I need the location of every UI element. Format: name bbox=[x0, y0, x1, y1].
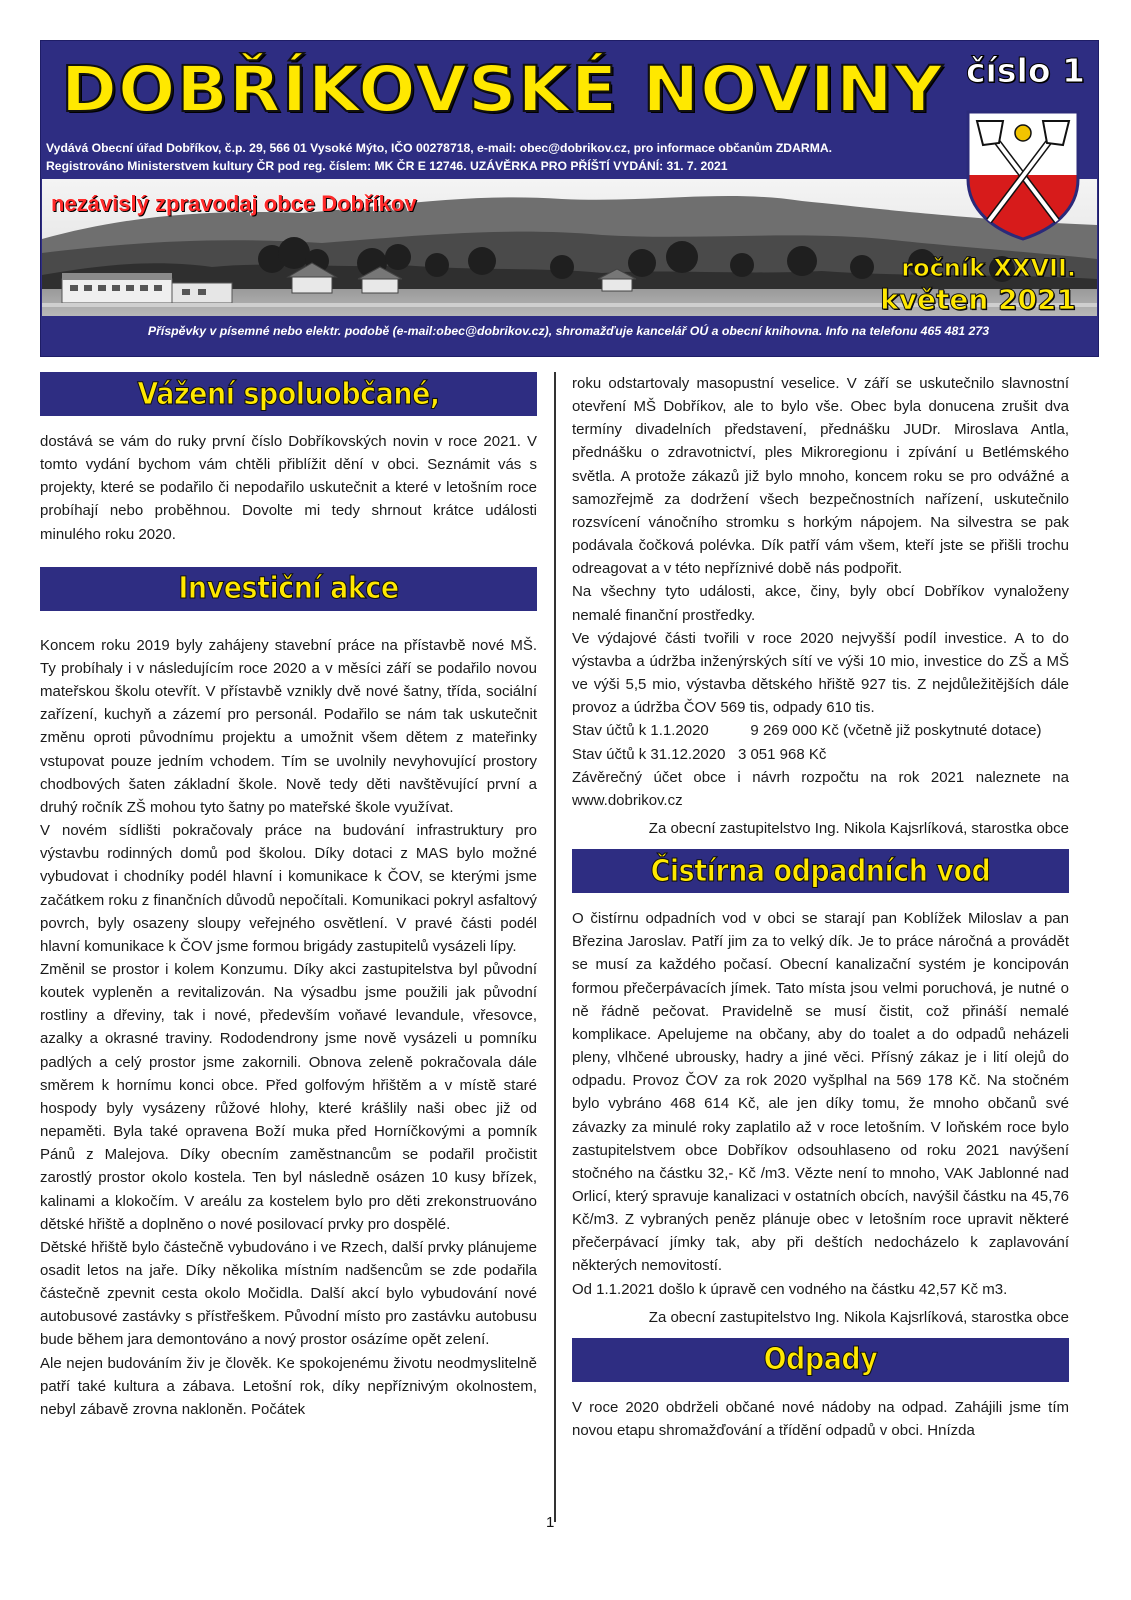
signature: Za obecní zastupitelstvo Ing. Nikola Kajsrlíková, starostka obce bbox=[648, 1308, 1069, 1326]
paragraph: Ve výdajové části tvořili v roce 2020 nejvyšší podíl investice. A to do výstavba a údržba inženýrských sítí ve výši 10 mio, investice do ZŠ a MŠ ve výši 5,5 mio, výstavba dětského hřiště 927 tis. Z nejdůležitějších dále provoz a údržba ČOV 569 tis, odpady 610 tis. bbox=[572, 629, 1069, 717]
newspaper-subtitle: nezávislý zpravodaj obce Dobříkov bbox=[51, 191, 417, 216]
section-heading-greeting: Vážení spoluobčané, bbox=[40, 372, 537, 416]
paragraph: roku odstartovaly masopustní veselice. V září se uskutečnilo slavnostní otevření MŠ Dobříkov, ale to bylo vše. Obec byla donucena zrušit dva termíny divadelních představení, přednášku JUDr. Miroslava Antla, přednášku o zdravotnictví, ples Mikroregionu i zpívání u Betlémského světla. A protože zákazů již bylo mnoho, koncem roku se pro odvážné a samozřejmě za dodržení všech bezpečnostních nařízení, uskutečnilo rozsvícení vánočního stromku s horkým nápojem. Na silvestra se pak podávala čočková polévka. Dík patří vám všem, kteří jste se přišli trochu odreagovat a v této nepříznivé době nás podpořit. bbox=[572, 375, 1069, 578]
column-divider bbox=[554, 372, 556, 1522]
issue-number: číslo 1 bbox=[966, 51, 1085, 90]
paragraph: Na všechny tyto události, akce, činy, byly obcí Dobříkov vynaloženy nemalé finanční prostředky. bbox=[572, 583, 1069, 624]
paragraph: Závěrečný účet obce i návrh rozpočtu na rok 2021 naleznete na www.dobrikov.cz bbox=[572, 768, 1069, 809]
paragraph: Od 1.1.2021 došlo k úpravě cen vodného na částku 42,57 Kč m3. bbox=[572, 1280, 1008, 1298]
page-number: 1 bbox=[546, 1514, 555, 1531]
account-balance-start: Stav účtů k 1.1.2020 9 269 000 Kč (včetně již poskytnuté dotace) bbox=[572, 722, 1042, 740]
issue-date: květen 2021 bbox=[880, 283, 1076, 316]
volume-label: ročník XXVII. bbox=[901, 254, 1076, 282]
account-balance-end: Stav účtů k 31.12.2020 3 051 968 Kč bbox=[572, 745, 827, 763]
paragraph: Změnil se prostor i kolem Konzumu. Díky akci zastupitelstva byl původní koutek vypleněn a revitalizován. Na výsadbu jsme použili jak původní rostliny a dřeviny, tak i nové, především voňavé levandule, vřesovce, azalky a okrasné traviny. Rododendrony jsme nově vysázeli u pomníku padlých a celý prostor jsme zakornili. Obnova zeleně pokračovala dále směrem k hornímu konci obce. Před golfovým hřištěm a v místě staré hospody byly vysázeny růžové hlohy, které krášlily naši obec již od nepaměti. Byla také opravena Boží muka před Horníčkovými a pomník Pánů z Malejova. Díky obecním zaměstnancům se podařil pročistit zarostlý prostor okolo kostela. Ten byl následně osázen 10 kusy břízek, kalinami a klokočím. V areálu za kostelem bylo pro děti zrekonstruováno dětské hřiště a doplněno o nové posilovací prvky pro dospělé. bbox=[40, 960, 537, 1233]
paragraph: V roce 2020 obdrželi občané nové nádoby na odpad. Zahájili jsme tím novou etapu shromažďování a třídění odpadů v obci. Hnízda bbox=[572, 1398, 1069, 1440]
signature: Za obecní zastupitelstvo Ing. Nikola Kajsrlíková, starostka obce bbox=[648, 819, 1069, 837]
paragraph: Ale nejen budováním živ je člověk. Ke spokojenému životu neodmyslitelně patří také kultura a zábava. Letošní rok, díky nepříznivým okolnostem, nebyl zábavě zrovna nakloněn. Počátek bbox=[40, 1354, 537, 1418]
volume-date-block bbox=[880, 253, 1076, 315]
section-heading-waste: Odpady bbox=[572, 1338, 1069, 1382]
contributions-info: Příspěvky v písemné nebo elektr. podobě (e-mail:obec@dobrikov.cz), shromažďuje kancelář OÚ a obecní knihovna. Info na telefonu 465 481 273 bbox=[147, 324, 990, 338]
right-column bbox=[572, 372, 1069, 1442]
section-heading-wastewater: Čistírna odpadních vod bbox=[572, 849, 1069, 893]
publisher-info: Vydává Obecní úřad Dobříkov, č.p. 29, 566 01 Vysoké Mýto, IČO 00278718, e-mail: obec@dobrikov.cz, pro informace občanům ZDARMA. bbox=[46, 141, 833, 155]
masthead bbox=[40, 40, 1099, 357]
registration-info: Registrováno Ministerstvem kultury ČR pod reg. číslem: MK ČR E 12746. UZÁVĚRKA PRO PŘÍŠTÍ VYDÁNÍ: 31. 7. 2021 bbox=[46, 159, 728, 173]
municipal-coat-of-arms-icon bbox=[965, 109, 1081, 241]
paragraph: Koncem roku 2019 byly zahájeny stavební práce na přístavbě nové MŠ. Ty probíhaly i v následujícím roce 2020 a v měsíci září se podařilo novou mateřskou školu otevřít. V přístavbě vznikly dvě nové šatny, třída, sociální zařízení, kuchyň a zázemí pro personál. Podařilo se nám tak uskutečnit změnu oproti původnímu projektu a umožnit všem dětem z mateřinky vstupovat pouze jedním vchodem. Tím se uvolnily nevyhovující prostory chodbových šaten základní škole. Nově tedy děti navštěvující první a druhý ročník ZŠ mohou tyto šatny po mateřské škole využívat. bbox=[40, 636, 537, 816]
left-column bbox=[40, 372, 537, 1421]
paragraph: Dětské hřiště bylo částečně vybudováno i ve Rzech, další prvky plánujeme osadit letos na jaře. Díky několika místním nadšencům se zde podařila částečně zpevnit cesta okolo Močidla. Další akcí bylo vybudování nové autobusové zastávky s přístřeškem. Původní místo pro zastávku autobusu bude během jara demontováno a nový prostor osázíme opět zelení. bbox=[40, 1238, 537, 1349]
newspaper-title: DOBŘÍKOVSKÉ NOVINY bbox=[61, 53, 944, 126]
paragraph: V novém sídlišti pokračovaly práce na budování infrastruktury pro výstavbu rodinných domů pod školou. Díky dotaci z MAS bylo možné vybudovat i chodníky podél hlavní i komunikace k ČOV, se kterými jsme začátkem roku z finančních důvodů nepočítali. Komunikaci pokryl asfaltový povrch, byly osazeny sloupy veřejného osvětlení. V pravé části podél hlavní komunikace k ČOV jsme formou brigády zastupitelů vysázeli lípy. bbox=[40, 822, 537, 955]
intro-paragraph: dostává se vám do ruky první číslo Dobříkovských novin v roce 2021. V tomto vydání bychom vám chtěli přiblížit dění v obci. Seznámit vás s projekty, které se podařilo či nepodařilo uskutečnit a které v letošním roce probíhají nebo proběhnou. Dovolte mi tedy shrnout krátce události minulého roku 2020. bbox=[40, 433, 537, 543]
section-heading-investments: Investiční akce bbox=[40, 567, 537, 611]
paragraph: O čistírnu odpadních vod v obci se starají pan Koblížek Miloslav a pan Březina Jaroslav. Patří jim za to velký dík. Je to práce náročná a provádět se musí za každého počasí. Obecní kanalizační systém je koncipován formou přečerpávacích jímek. Tato místa jsou velmi poruchová, je nutné o ně řádně pečovat. Pravidelně se musí čistit, což přináší nemalé komplikace. Apelujeme na občany, aby do toalet a do odpadů neházeli pleny, vlhčené ubrousky, hadry a jiné věci. Přísný zákaz je i lití olejů do odpadu. Provoz ČOV za rok 2020 vyšplhal na 569 178 Kč. Na stočném bylo vybráno 468 614 Kč, ale jen díky tomu, že mnoho občanů své závazky za minulé roky zaplatilo až v roce letošním. V loňském roce bylo zastupitelstvem obce Dobříkov odsouhlaseno od roku 2021 navýšení stočného na částku 32,- Kč /m3. Vězte není to mnoho, VAK Jablonné nad Orlicí, který spravuje kanalizaci v ostatních obcích, navýšil částku na 45,76 Kč/m3. Z vybraných peněz plánuje obec v letošním roce upravit některé přečerpávací jímky tak, aby při deštích nedocházelo k zaplavování některých nemovitostí. bbox=[572, 910, 1069, 1275]
